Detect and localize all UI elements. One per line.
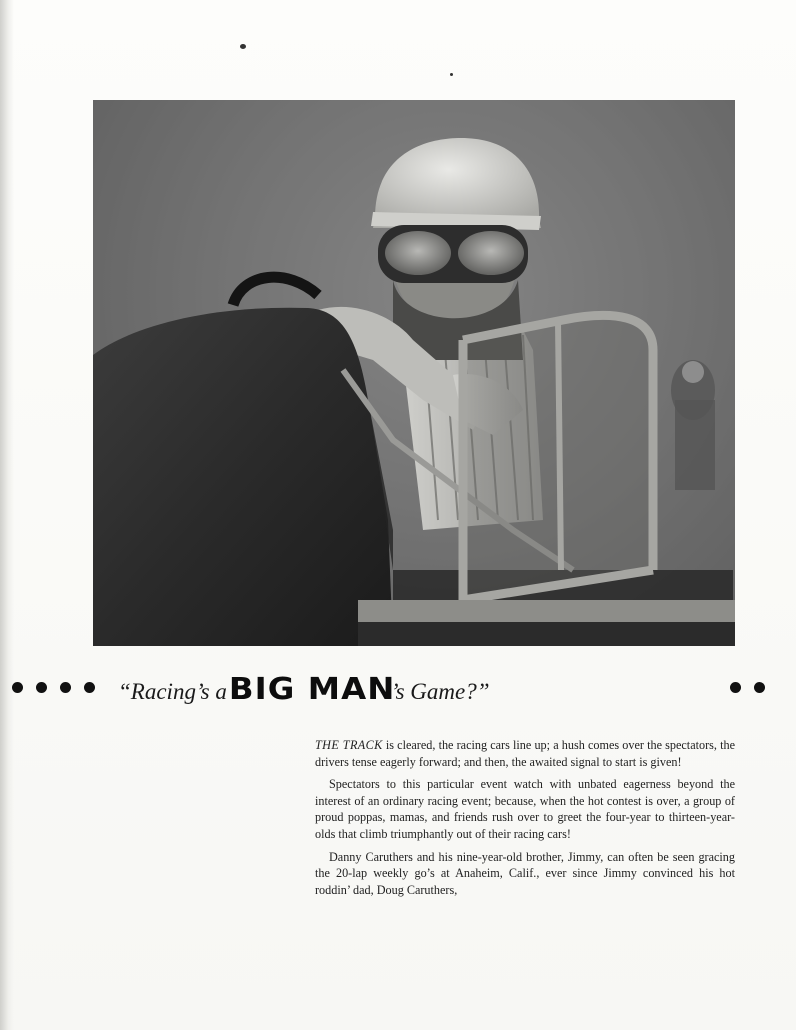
print-speck	[450, 73, 453, 76]
headline-dots-left	[12, 682, 95, 693]
bullet-dot	[730, 682, 741, 693]
headline-open: “Racing’s a	[118, 679, 233, 704]
racer-photo	[93, 100, 735, 646]
print-speck	[240, 44, 246, 49]
article-lead-in: THE TRACK	[315, 738, 383, 752]
headline-title	[118, 672, 490, 707]
bullet-dot	[60, 682, 71, 693]
article-paragraph	[315, 737, 735, 770]
bullet-dot	[754, 682, 765, 693]
article-paragraph: Danny Caruthers and his nine-year-old brother, Jimmy, can often be seen gracing the 20-lap weekly go’s at Anaheim, Calif., ever since Jimmy convinced his hot roddin’ dad, Doug Caruthers,	[315, 849, 735, 897]
headline-close: ’s Game?”	[390, 679, 490, 704]
article-paragraph-text: is cleared, the racing cars line up; a hush comes over the spectators, the drivers tense eagerly forward; and then, the awaited signal to start is given!	[315, 738, 735, 769]
headline-dots-right	[730, 682, 765, 693]
article-paragraph: Spectators to this particular event watch with unbated eagerness beyond the interest of an ordinary racing event; because, when the hot contest is over, a group of proud poppas, mamas, and friends rush over to greet the four-year to thirteen-year-olds that climb triumphantly out of their racing cars!	[315, 777, 735, 841]
headline-big-man: BIG MAN	[228, 672, 396, 707]
headline-row	[0, 670, 796, 714]
article-body	[315, 737, 735, 904]
boy-racer-photo-icon	[93, 100, 735, 646]
bullet-dot	[36, 682, 47, 693]
bullet-dot	[84, 682, 95, 693]
page-edge-shadow	[0, 0, 14, 1030]
bullet-dot	[12, 682, 23, 693]
